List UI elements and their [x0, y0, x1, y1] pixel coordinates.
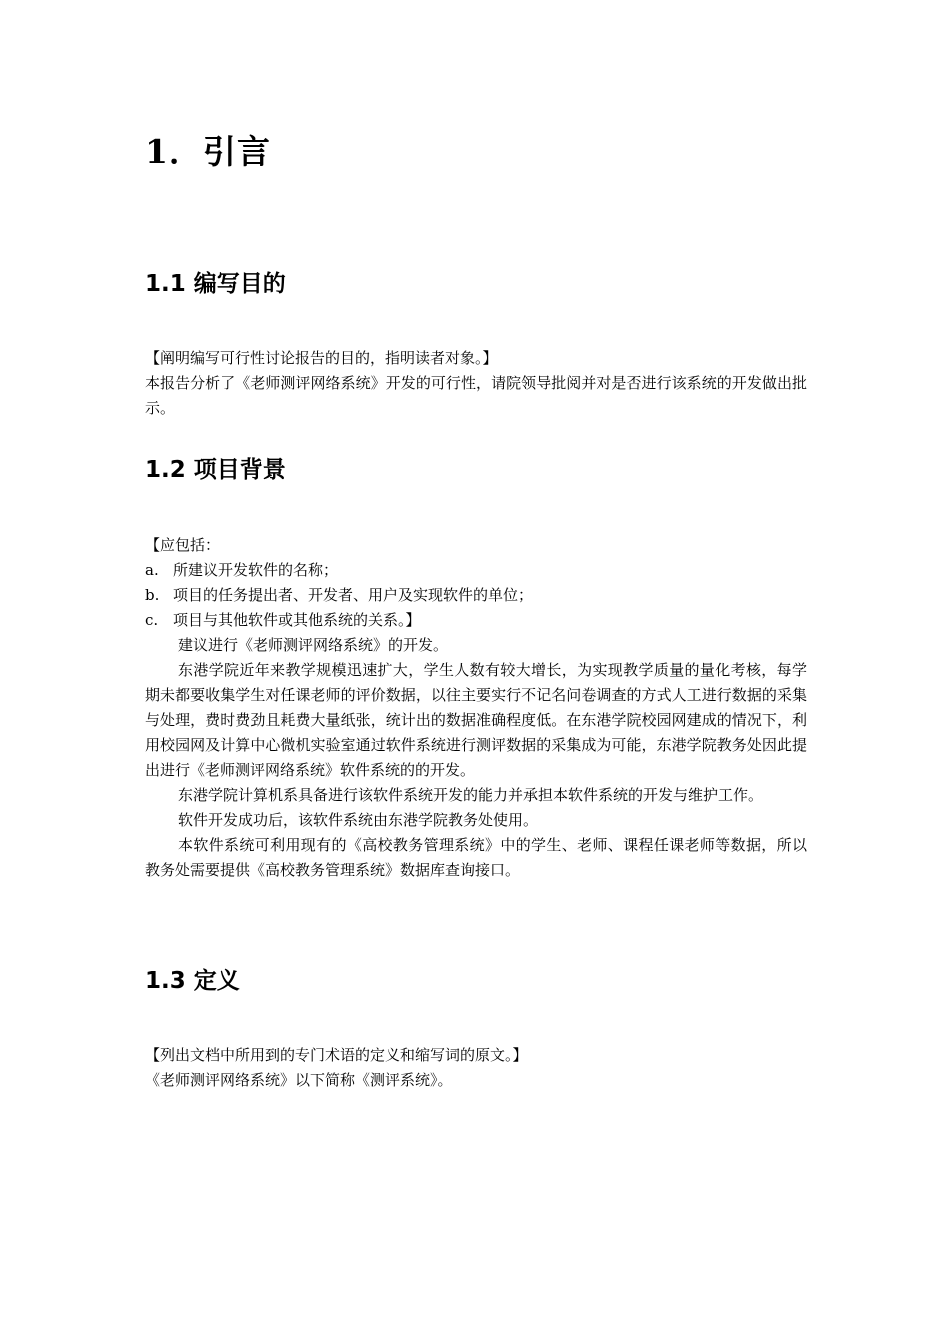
definitions-note: 【列出文档中所用到的专门术语的定义和缩写词的原文。】 [145, 1046, 528, 1064]
list-item: a. 所建议开发软件的名称； [145, 561, 339, 579]
list-item: b. 项目的任务提出者、开发者、用户及实现软件的单位； [145, 586, 534, 604]
background-paragraph: 本软件系统可利用现有的《高校教务管理系统》中的学生、老师、课程任课老师等数据，所以教务处需要提供《高校教务管理系统》数据库查询接口。 [145, 836, 807, 879]
definitions-body: 《老师测评网络系统》以下简称《测评系统》。 [145, 1071, 453, 1089]
section-heading-definitions: 1.3 定义 [145, 968, 240, 994]
list-item: c. 项目与其他软件或其他系统的关系。】 [145, 611, 421, 629]
purpose-body: 本报告分析了《老师测评网络系统》开发的可行性，请院领导批阅并对是否进行该系统的开发做出批示。 [145, 374, 807, 417]
section-definitions-content [145, 1043, 807, 1093]
background-note: 【应包括： [145, 536, 221, 554]
chapter-title: 1．引言 [145, 132, 271, 171]
background-paragraph: 东港学院近年来教学规模迅速扩大，学生人数有较大增长，为实现教学质量的量化考核，每学期未都要收集学生对任课老师的评价数据，以往主要实行不记名问卷调查的方式人工进行数据的采集与处理，费时费劲且耗费大量纸张，统计出的数据准确程度低。在东港学院校园网建成的情况下，利用校园网及计算中心微机实验室通过软件系统进行测评数据的采集成为可能，东港学院教务处因此提出进行《老师测评网络系统》软件系统的的开发。 [145, 661, 807, 779]
section-heading-background: 1.2 项目背景 [145, 457, 286, 483]
background-paragraph: 软件开发成功后，该软件系统由东港学院教务处使用。 [178, 811, 539, 829]
section-heading-purpose: 1.1 编写目的 [145, 271, 286, 297]
section-purpose-content [145, 346, 807, 421]
background-paragraph: 建议进行《老师测评网络系统》的开发。 [178, 636, 449, 654]
section-background-content [145, 533, 807, 883]
background-paragraph: 东港学院计算机系具备进行该软件系统开发的能力并承担本软件系统的开发与维护工作。 [178, 786, 764, 804]
purpose-note: 【阐明编写可行性讨论报告的目的，指明读者对象。】 [145, 349, 498, 367]
